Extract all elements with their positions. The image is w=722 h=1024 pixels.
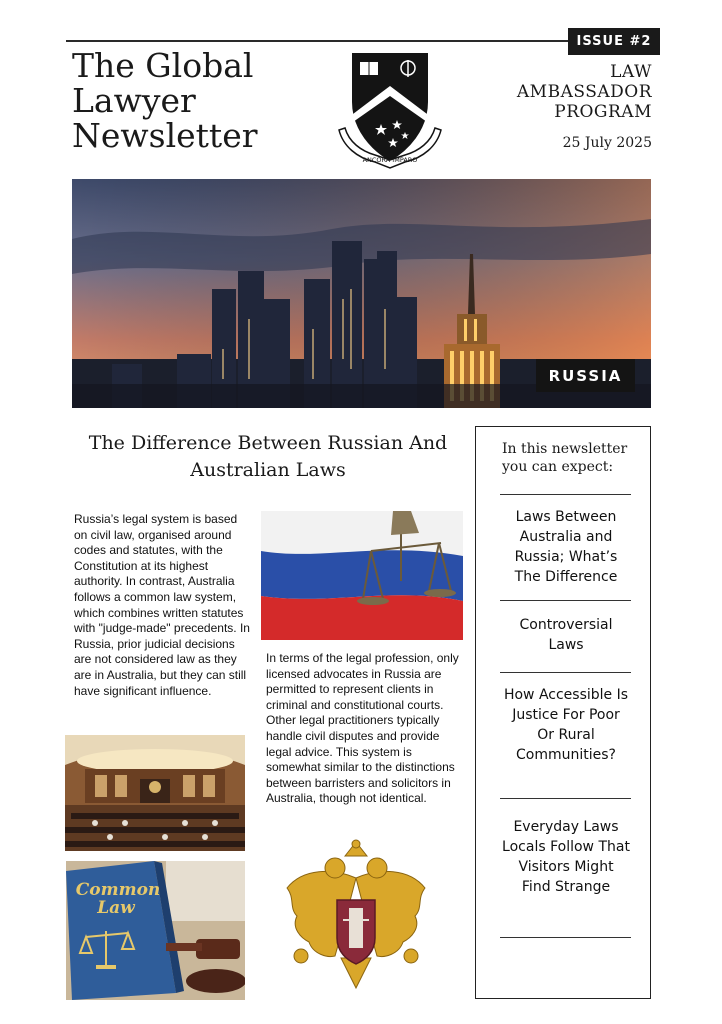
school-crest-icon [335,50,445,170]
newsletter-contents-sidebar [475,426,651,999]
common-law-book-gavel-image [66,861,245,1000]
top-rule [66,40,570,42]
russian-flag-justice-scales-image [261,511,463,640]
book-title-line-1: Common [75,880,161,900]
title-line-3: Newsletter [72,116,258,155]
contents-item-laws-difference: Laws Between Australia and Russia; What’s The Difference [514,509,618,585]
program-line-1: LAW [610,62,652,82]
newsletter-title [72,48,322,153]
book-title-line-2: Law [97,898,135,918]
russian-coat-of-arms-icon [283,838,429,996]
sidebar-heading: In this newsletter you can expect: [502,441,628,475]
title-line-1: The Global [72,46,254,85]
crest-motto: ANCORA IMPARO [362,156,418,164]
sidebar-divider [500,798,631,799]
program-line-3: PROGRAM [554,102,652,122]
contents-item-controversial-laws: Controversial Laws [519,617,613,653]
sidebar-divider [500,937,631,938]
article-paragraph-1: Russia’s legal system is based on civil law, organised around codes and statutes, with the Constitution at its highest authority. In contrast, Australia follows a common law system, which combines written statutes with "judge-made" precedents. In Russia, prior judicial decisions are not considered law as they are in Australia, but they can still have significant influence. [74,512,250,698]
country-label: RUSSIA [536,359,635,392]
program-name [452,62,652,122]
sidebar-divider [500,494,631,495]
article-title: The Difference Between Russian And Australian Laws [88,432,448,481]
contents-item-everyday-laws: Everyday Laws Locals Follow That Visitors Might Find Strange [502,819,630,895]
issue-badge: ISSUE #2 [568,28,660,55]
article-paragraph-2: In terms of the legal profession, only licensed advocates in Russia are permitted to represent clients in criminal and constitutional courts. Other legal practitioners typically handle civil disputes and provide legal advice. This system is somewhat similar to the distinctions between barristers and solicitors in Australia, though not identical. [266,651,459,806]
courtroom-image [65,735,245,851]
sidebar-divider [500,672,631,673]
sidebar-divider [500,600,631,601]
contents-item-access-to-justice: How Accessible Is Justice For Poor Or Rural Communities? [503,687,629,763]
title-line-2: Lawyer [72,81,196,120]
issue-date: 25 July 2025 [562,135,652,151]
program-line-2: AMBASSADOR [516,82,652,102]
